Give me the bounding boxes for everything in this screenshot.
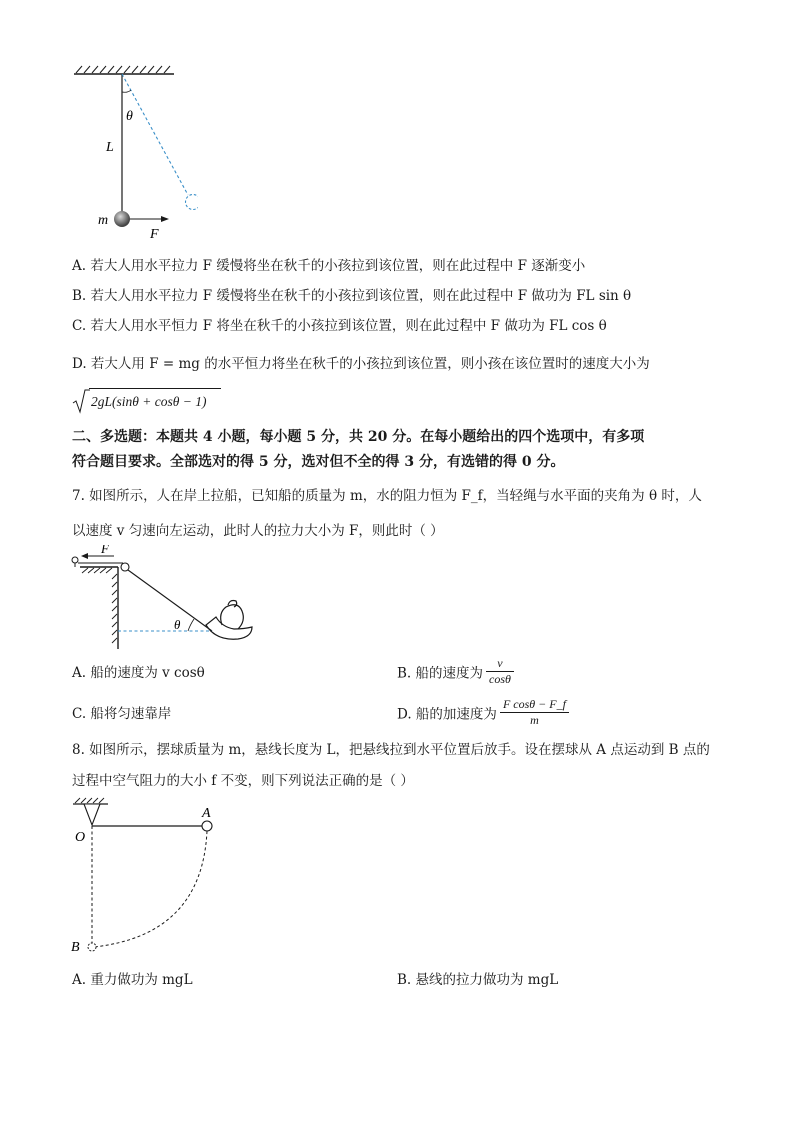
force-arrowhead: [161, 216, 169, 222]
theta-label: θ: [174, 617, 181, 632]
force-label: F: [150, 227, 159, 242]
q6-option-a: A. 若大人用水平拉力 F 缓慢将坐在秋千的小孩拉到该位置，则在此过程中 F 逐渐变小: [72, 258, 586, 274]
rope-slant: [128, 570, 212, 631]
displaced-ball: [186, 195, 199, 210]
q7-stem-line2: 以速度 v 匀速向左运动，此时人的拉力大小为 F，则此时（ ）: [72, 523, 444, 539]
fraction-denominator: cosθ: [489, 672, 511, 686]
pendulum-release-figure: [66, 795, 226, 955]
pivot-mount: [84, 804, 100, 825]
ball-at-b: [88, 943, 96, 951]
person-head: [72, 557, 78, 563]
trajectory-arc: [94, 831, 207, 947]
q7-option-d: [397, 697, 572, 728]
fraction-numerator: F cosθ − F_f: [500, 697, 569, 713]
sqrt-expression: 2gL(sinθ + cosθ − 1): [91, 394, 207, 409]
pull-force-label: F: [101, 545, 109, 556]
q7-option-d-prefix: D. 船的加速度为: [397, 706, 497, 723]
q8-option-a: A. 重力做功为 mgL: [72, 972, 193, 988]
q6-option-b: B. 若大人用水平拉力 F 缓慢将坐在秋千的小孩拉到该位置，则在此过程中 F 做功为 FL sin θ: [72, 288, 632, 304]
q6-option-c: C. 若大人用水平恒力 F 将坐在秋千的小孩拉到该位置，则在此过程中 F 做功为 FL cos θ: [72, 318, 607, 334]
q7-option-b: [397, 656, 517, 687]
q7-option-c: C. 船将匀速靠岸: [72, 706, 172, 722]
pulley: [121, 563, 129, 571]
q7-option-d-fraction: [500, 697, 569, 728]
boat: [206, 601, 252, 640]
bank-top-hatch: [82, 568, 112, 573]
displaced-string: [122, 74, 188, 195]
q8-option-b: B. 悬线的拉力做功为 mgL: [397, 972, 559, 988]
pendulum-figure: [68, 62, 198, 247]
bank-wall-hatch: [112, 574, 117, 643]
point-o-label: O: [75, 830, 86, 845]
fraction-numerator: v: [486, 656, 514, 672]
support-hatch: [75, 798, 104, 803]
q7-option-b-prefix: B. 船的速度为: [397, 665, 484, 682]
point-b-label: B: [71, 940, 80, 955]
ball-at-a: [202, 821, 212, 831]
pull-arrowhead: [81, 553, 88, 559]
boat-figure: [66, 545, 256, 655]
q8-stem-line1: 8. 如图所示，摆球质量为 m，悬线长度为 L，把悬线拉到水平位置后放手。设在摆球从 A 点运动到 B 点的: [72, 742, 710, 758]
q8-stem-line2: 过程中空气阻力的大小 f 不变，则下列说法正确的是（ ）: [72, 773, 414, 789]
section2-heading-line2: 符合题目要求。全部选对的得 5 分，选对但不全的得 3 分，有选错的得 0 分。: [72, 454, 565, 470]
theta-arc: [122, 90, 131, 92]
mass-label: m: [98, 213, 109, 228]
section2-heading-line1: 二、多选题：本题共 4 小题，每小题 5 分，共 20 分。在每小题给出的四个选项中，有多项: [72, 429, 645, 445]
length-label: L: [106, 140, 114, 155]
q7-stem-line1: 7. 如图所示，人在岸上拉船，已知船的质量为 m，水的阻力恒为 F_f，当轻绳与水平面的夹角为 θ 时，人: [72, 488, 702, 504]
ball: [114, 211, 130, 227]
point-a-label: A: [202, 806, 211, 821]
q6-option-d: D. 若大人用 F = mg 的水平恒力将坐在秋千的小孩拉到该位置，则小孩在该位置时的速度大小为: [72, 356, 650, 372]
q7-option-a: A. 船的速度为 v cosθ: [72, 665, 205, 681]
fraction-denominator: m: [530, 713, 539, 727]
ceiling-hatch: [76, 66, 170, 73]
theta-arc: [188, 619, 194, 631]
q7-option-b-fraction: [486, 656, 514, 687]
theta-label: θ: [126, 109, 133, 124]
